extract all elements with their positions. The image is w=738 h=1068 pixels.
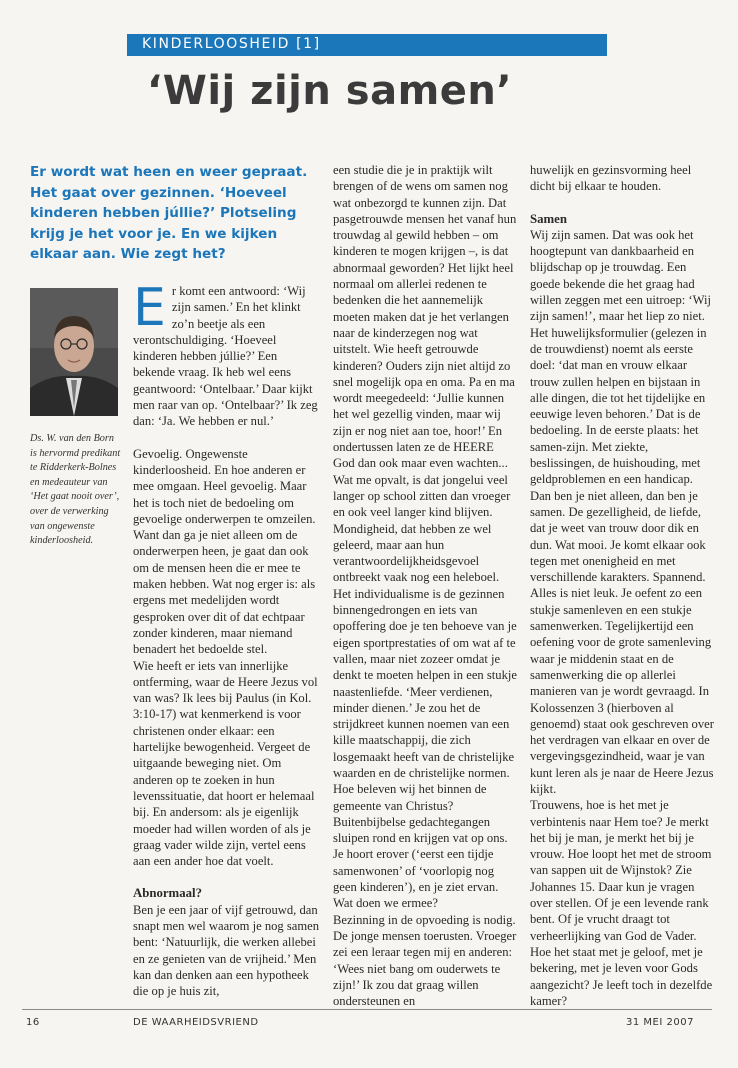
issue-date: 31 MEI 2007 bbox=[626, 1017, 694, 1028]
category-banner bbox=[127, 34, 607, 56]
column-3 bbox=[530, 162, 715, 1009]
drop-cap: E bbox=[133, 278, 166, 338]
paragraph: Ben je een jaar of vijf getrouwd, dan snapt men wel waarom je nog samen bent: ‘Natuurlijk, die werken allebei en ze genieten van de vrijheid.’ Men kan dan denken aan een hypotheek die op je huis zit, bbox=[133, 902, 320, 999]
section-heading: Samen bbox=[530, 211, 567, 226]
paragraph: een studie die je in praktijk wilt brengen of de wens om samen nog wat onbezorgd te kunnen zijn. Dat pasgetrouwde mensen het vanaf hun trouwdag al gewild hebben – om kinderen te mogen krijgen –, is dat abnormaal geworden? Het lijkt heel normaal om allerlei redenen te bedenken die het aannemelijk moeten maken dat je het verlangen naar de kinderzegen nog wat uitstelt. Wie heeft getrouwde kinderen? Ouders zijn niet altijd zo snel mogelijk opa en oma. Pa en ma wordt meegedeeld: ‘Jullie kunnen het wel gezellig vinden, maar wij zijn er nog niet aan toe, hoor!’ En ondertussen laten ze de HEERE God dan ook maar even wachten... bbox=[333, 163, 517, 471]
paragraph: Gevoelig. Ongewenste kinderloosheid. En hoe anderen er mee omgaan. Heel gevoelig. Maar het is toch niet de bedoeling om gevoelige onderwerpen te omzeilen. Want dan ga je niet alleen om de onderwerpen heen, je gaat dan ook om de mensen heen die er mee te maken hebben. Wat nog erger is: als ergens met medelijden wordt gesproken over dit of dat echtpaar zonder kinderen, maar niemand benadert het bedoelde stel. bbox=[133, 446, 316, 657]
page-number: 16 bbox=[26, 1017, 40, 1028]
column-1 bbox=[133, 278, 321, 999]
paragraph: Trouwens, hoe is het met je verbintenis naar Hem toe? Je merkt het bij je man, je merkt het bij je vrouw. Hoe loopt het met de stroom van sappen uit de Wijnstok? Zie Johannes 15. Daar kun je vragen over stellen. Of je een levende rank bent. Of je vrucht draagt tot verheerlijking van God de Vader. Hoe het staat met je geloof, met je bekering, met je leven voor Gods aangezicht? Je leeft toch in dezelfde kamer? bbox=[530, 798, 713, 1008]
column-2 bbox=[333, 162, 518, 1009]
paragraph: huwelijk en gezinsvorming heel dicht bij elkaar te houden. bbox=[530, 163, 692, 194]
author-photo bbox=[30, 288, 118, 416]
author-portrait-image bbox=[30, 288, 118, 416]
article-title: ‘Wij zijn samen’ bbox=[147, 68, 513, 114]
author-caption: Ds. W. van den Born is hervormd predikant te Ridderkerk-Bolnes en medeauteur van ‘Het gaat nooit over’, over de verwerking van ongewenste kinderloosheid. bbox=[30, 433, 121, 547]
paragraph: Wat me opvalt, is dat jongelui veel langer op school zitten dan vroeger en ook veel langer kind blijven. Mondigheid, dat hebben ze wel geleerd, maar aan hun verantwoordelijkheidsgevoel ontbreekt vaak nog een heleboel. Het individualisme is de gezinnen binnengedrongen en iets van opoffering doe je ten behoeve van je eigen sportprestaties of om wat af te vallen, maar niet zozeer omdat je denkt te moeten helpen in een stukje naastenliefde. ‘Meer verdienen, minder dienen.’ Je zou het de strijdkreet kunnen noemen van een kille maatschappij, die zich losgemaakt heeft van de christelijke waarden en de christelijke normen. Hoe beleven wij het binnen de gemeente van Christus? Buitenbijbelse gedachtegangen sluipen rond en krijgen vat op ons. Je hoort erover (‘eerst een tijdje samenwonen’ of ‘voorlopig nog geen kinderen’), en je ziet ervan. Wat doen we ermee? bbox=[333, 472, 517, 911]
paragraph: Wie heeft er iets van innerlijke ontferming, waar de Heere Jezus vol van was? Ik lees bij Paulus (in Kol. 3:10-17) wat kenmerkend is voor christenen onder elkaar: een hartelijke bewogenheid. Vergeet de uitgaande beweging niet. Om anderen op te zoeken in hun levenssituatie, dat hoort er helemaal bij. En andersom: als je eigenlijk moeder had willen worden of als je graag vader wilde zijn, vertel eens aan een ander hoe dat voelt. bbox=[133, 658, 318, 869]
section-heading: Abnormaal? bbox=[133, 886, 202, 901]
opening-paragraph: Er komt een antwoord: ‘Wij zijn samen.’ En het klinkt zo’n beetje als een verontschuldiging. ‘Hoeveel kinderen hebben júllie?’ Een bekende vraag. Ik heb wel eens geantwoord: ‘Ontelbaar.’ Daar kijkt men raar van op. ‘Ontelbaar?’ Ik zeg dan: ‘Ja. We hebben er nul.’ bbox=[133, 278, 318, 429]
paragraph: Alles is niet leuk. Je oefent zo een stukje samenleven en een stukje samenwerken. Tegelijkertijd een oefening voor de grote samenleving waar je middenin staat en de samenwerking die op allerlei manieren van je wordt gevraagd. In Kolossenzen 3 (hierboven al genoemd) staat ook geschreven over het verdragen van elkaar en over de vergevingsgezindheid, waar je van kunt leren als je naar de Heere Jezus kijkt. bbox=[530, 586, 714, 796]
paragraph: Wij zijn samen. Dat was ook het hoogtepunt van dankbaarheid en blijdschap op je trouwdag. Een goede bekende die het graag had willen zeggen met een uitroep: ‘Wij zijn samen!’, maar het liep zo niet. Het huwelijksformulier (gelezen in de trouwdienst) noemt als eerste doel: ‘dat man en vrouw elkaar trouw zullen helpen en bijstaan in alle dingen, die tot het tijdelijke en eeuwige leven behoren.’ Dat is de bedoeling. In de eerste plaats: het samen-zijn. Met ziekte, beslissingen, de huishouding, met geldproblemen en een handicap. Dan ben je niet alleen, dan ben je samen. De gezelligheid, de liefde, dat je weet van trouw door dik en dun. Wat mooi. Je komt elkaar ook tegen met onenigheid en met verschillende karakters. Spannend. bbox=[530, 227, 711, 585]
category-label: KINDERLOOSHEID [1] bbox=[142, 36, 321, 52]
magazine-name: DE WAARHEIDSVRIEND bbox=[133, 1017, 259, 1028]
footer-rule bbox=[22, 1009, 712, 1010]
paragraph: Bezinning in de opvoeding is nodig. De jonge mensen toerusten. Vroeger zei een leraar tegen mij en anderen: ‘Wees niet bang om ouderwets te zijn!’ Ik zou dat graag willen ondersteunen en bbox=[333, 912, 517, 1009]
intro-lead: Er wordt wat heen en weer gepraat. Het gaat over gezinnen. ‘Hoeveel kinderen hebben júllie?’ Plotseling krijg je het voor je. En we kijken elkaar aan. Wie zegt het? bbox=[30, 164, 308, 262]
